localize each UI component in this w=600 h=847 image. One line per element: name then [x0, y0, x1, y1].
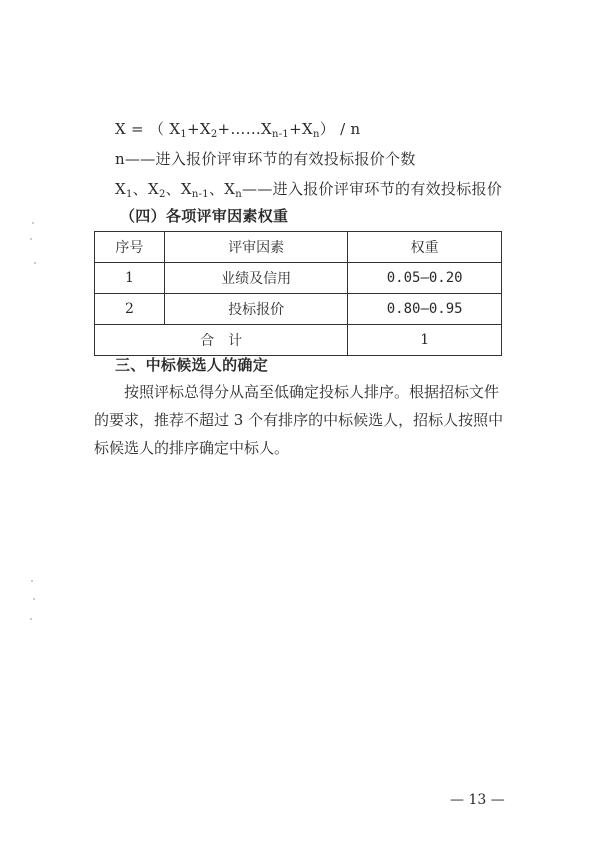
page-number: — 13 —: [450, 792, 505, 808]
formula-part: +X: [289, 120, 313, 138]
formula-part: +……X: [217, 120, 272, 138]
total-value: 1: [348, 325, 502, 356]
cell-weight: 0.80—0.95: [348, 294, 502, 325]
average-formula: [115, 118, 360, 140]
table-total-row: [95, 325, 502, 356]
x-def-sub: n-1: [191, 189, 209, 200]
formula-part: +X: [187, 120, 211, 138]
paragraph-line-1: 按照评标总得分从高至低确定投标人排序。根据招标文件: [124, 383, 500, 401]
x-def-part: X: [115, 180, 126, 198]
cell-index: 2: [95, 294, 165, 325]
table-row: [95, 294, 502, 325]
scan-speck: [30, 238, 32, 240]
header-weight: 权重: [348, 232, 502, 263]
weights-table: [94, 231, 502, 356]
table-row: [95, 263, 502, 294]
total-label: 合 计: [95, 325, 348, 356]
x-def-part: 、X: [132, 180, 159, 198]
formula-sub: 2: [210, 129, 218, 140]
cell-factor: 投标报价: [164, 294, 348, 325]
x-def-part: 、X: [165, 180, 192, 198]
paragraph-line-3: 标候选人的排序确定中标人。: [94, 439, 290, 457]
section-3-heading: 三、中标候选人的确定: [115, 356, 269, 374]
formula-part: X = （ X: [115, 120, 181, 138]
weights-heading: （四）各项评审因素权重: [120, 207, 289, 225]
cell-index: 1: [95, 263, 165, 294]
cell-factor: 业绩及信用: [164, 263, 348, 294]
n-definition: n——进入报价评审环节的有效投标报价个数: [115, 150, 416, 168]
scan-speck: [33, 598, 35, 600]
x-definition: [115, 178, 502, 200]
formula-part: ） / n: [319, 120, 361, 138]
x-def-part: ——进入报价评审环节的有效投标报价: [242, 180, 503, 198]
formula-sub: n: [312, 129, 320, 140]
table-header-row: [95, 232, 502, 263]
x-def-sub: 1: [125, 189, 133, 200]
x-def-sub: n: [235, 189, 243, 200]
header-index: 序号: [95, 232, 165, 263]
x-def-part: 、X: [208, 180, 236, 198]
x-def-sub: 2: [158, 189, 166, 200]
cell-weight: 0.05—0.20: [348, 263, 502, 294]
scan-speck: [30, 618, 32, 620]
formula-sub: n-1: [272, 129, 290, 140]
formula-sub: 1: [180, 129, 188, 140]
scan-speck: [32, 222, 34, 224]
paragraph-line-2: 的要求，推荐不超过 3 个有排序的中标候选人，招标人按照中: [94, 411, 504, 429]
header-factor: 评审因素: [164, 232, 348, 263]
scan-speck: [34, 262, 36, 264]
scan-speck: [31, 580, 33, 582]
